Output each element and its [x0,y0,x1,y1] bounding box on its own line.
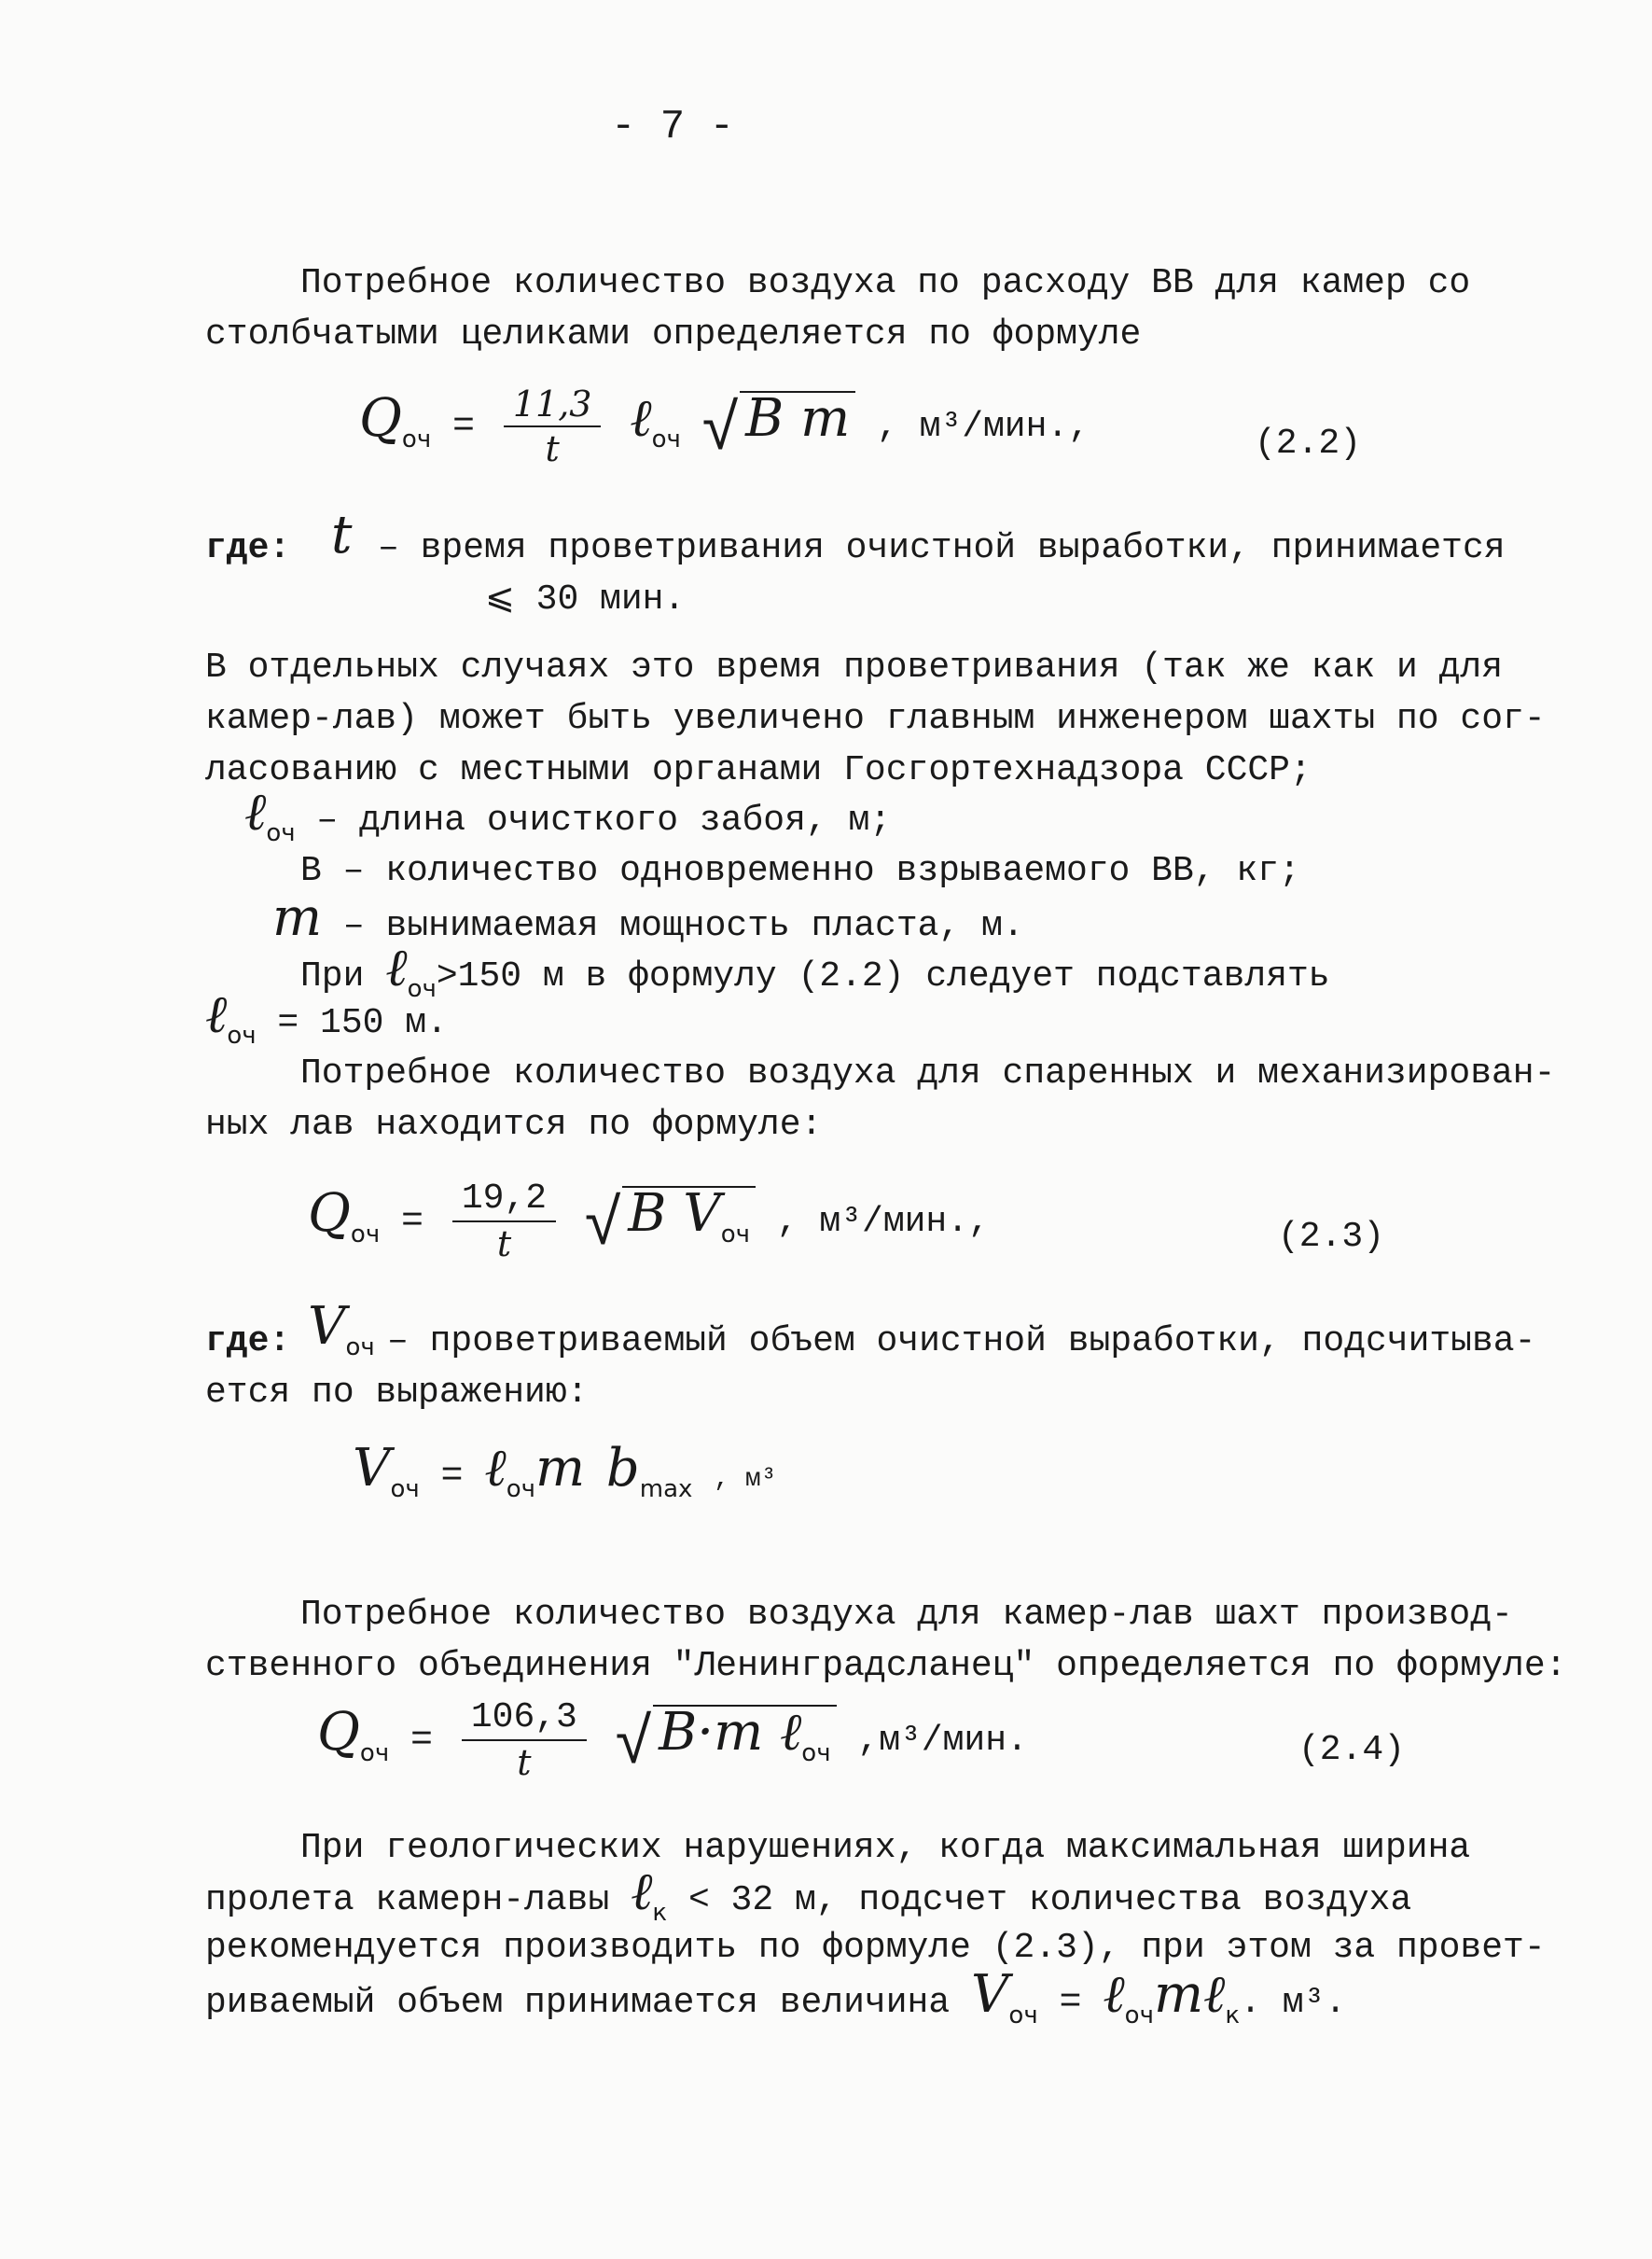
para6-line4-lk-sub: к [1225,2001,1241,2029]
where-t-line1: – время проветривания очистной выработки, принимается [378,528,1506,568]
formula-v-lhs-sub: оч [390,1475,420,1503]
para3-line1 [300,938,1330,1003]
formula-2-4-lhs: Q [317,1702,360,1764]
where-v-symbol: V [308,1296,346,1357]
para6-line4-m: m [1153,1964,1204,2025]
formula-v-eq: = [440,1456,464,1498]
formula-2-3-lhs-sub: оч [350,1220,381,1249]
formula-2-3-numerator: 19,2 [452,1178,556,1222]
formula-2-4-fraction [462,1696,587,1784]
para6-line4-eq: = [1059,1982,1082,2024]
sqrt-icon: √ [584,1183,621,1260]
formula-2-3-eq: = [401,1201,424,1244]
formula-v-m: m [534,1438,586,1499]
def-loch-text: – длина очисткого забоя, м; [316,801,892,841]
para1-line2: столбчатыми целиками определяется по формуле [205,314,1142,355]
para6-line2-symbol: ℓ [631,1862,653,1922]
para3-line2-rest: = 150 м. [277,1003,448,1043]
formula-2-3-root-sub: оч [720,1220,750,1249]
para6-line1: При геологических нарушениях, когда максимальная ширина [300,1828,1471,1868]
para6-line4-v-sub: оч [1008,2001,1038,2029]
formula-2-4-root [653,1702,836,1768]
formula-2-3-fraction [452,1178,556,1265]
where-v-line1: – проветриваемый объем очистной выработки, подсчитыва- [387,1321,1536,1361]
para6-line4-l-sub: оч [1124,2001,1154,2029]
def-loch-symbol: ℓ [244,782,267,843]
formula-2-2-denominator: t [545,428,560,469]
para3-lead: При [300,956,365,997]
para3-sub: оч [407,975,437,1003]
where-v-line2: ется по выражению: [205,1373,589,1413]
para6-line4-lk: ℓ [1203,1964,1226,2025]
where-v-sub: оч [345,1333,375,1361]
formula-2-2-root: B m [740,391,855,445]
def-b-symbol: В [300,851,322,891]
page-number: - 7 - [611,104,735,150]
formula-v-b: b [605,1438,640,1499]
para2-line3: ласованию с местными органами Госгортехнадзора СССР; [205,750,1312,790]
where-v-label: где: [205,1321,291,1361]
formula-2-4-eq: = [410,1720,434,1763]
para6-line2 [205,1862,1412,1927]
para2-line1: В отдельных случаях это время проветривания (так же как и для [205,648,1504,688]
formula-2-3 [308,1178,990,1265]
formula-2-4-number: (2.4) [1298,1730,1406,1770]
para3-line2-sub: оч [227,1022,257,1050]
para3-rest: >150 м в формулу (2.2) следует подставлять [436,956,1330,997]
para6-line4 [205,1964,1347,2029]
formula-2-3-units: , м³/мин., [776,1202,990,1243]
formula-2-4-lhs-sub: оч [359,1739,390,1768]
para5-line1: Потребное количество воздуха для камер-лав шахт производ- [300,1595,1513,1635]
formula-v-l: ℓ [484,1438,507,1499]
para4-line2: ных лав находится по формуле: [205,1105,823,1145]
where-t-label: где: [205,528,291,568]
def-b-text: – количество одновременно взрываемого ВВ, кг; [342,851,1300,891]
para1-line1: Потребное количество воздуха по расходу ВВ для камер со [300,263,1471,303]
formula-2-4-denominator: t [517,1742,532,1783]
formula-2-4-root-text: B·m ℓ [659,1702,802,1764]
para6-line4-v: V [970,1964,1009,2025]
formula-v-b-sub: max [639,1475,693,1503]
formula-v [353,1438,777,1504]
para3-symbol: ℓ [385,938,408,998]
formula-2-4-units: ,м³/мин. [857,1721,1028,1762]
formula-v-l-sub: оч [506,1475,535,1503]
def-loch [244,782,892,847]
para6-line2-lead: пролета камерн-лавы [205,1880,610,1920]
formula-v-units: , м³ [714,1465,777,1494]
formula-2-3-root [622,1183,756,1249]
para6-line2-sub: к [652,1899,668,1927]
para3-line2 [205,984,448,1050]
def-b [300,847,1300,896]
formula-2-4-numerator: 106,3 [462,1696,587,1741]
formula-2-2 [359,383,1090,470]
sqrt-icon: √ [701,388,739,465]
sqrt-icon: √ [615,1702,652,1778]
def-m-text: – вынимаемая мощность пласта, м. [342,906,1024,946]
formula-2-2-lhs-sub: оч [401,425,432,454]
where-v-symbol-wrap [308,1296,375,1361]
para4-line1: Потребное количество воздуха для спаренных и механизирован- [300,1053,1556,1094]
def-m-symbol: m [272,887,323,948]
para6-line4-units: . м³. [1240,1983,1347,2023]
formula-2-2-eq: = [452,406,476,449]
para6-line4-l: ℓ [1103,1964,1125,2025]
formula-2-2-number: (2.2) [1255,424,1362,464]
formula-2-3-lhs: Q [308,1183,351,1245]
formula-2-2-numerator: 11,3 [504,383,602,427]
formula-2-2-l: ℓ [630,388,652,450]
formula-2-4-root-sub: оч [801,1739,831,1768]
formula-v-lhs: V [353,1438,391,1499]
def-loch-sub: оч [266,819,296,847]
where-t-line2: ⩽ 30 мин. [485,579,686,620]
formula-2-2-lhs: Q [359,388,402,450]
formula-2-4 [317,1696,1028,1784]
where-t-symbol: t [331,505,353,565]
formula-2-2-fraction [504,383,602,470]
para3-line2-symbol: ℓ [205,984,228,1045]
formula-2-2-l-sub: оч [651,425,681,454]
para6-line4-lead: риваемый объем принимается величина [205,1983,951,2023]
para2-line2: камер-лав) может быть увеличено главным инженером шахты по сог- [205,699,1546,739]
para6-line3: рекомендуется производить по формуле (2.3), при этом за провет- [205,1928,1546,1968]
formula-2-3-root-text: B V [628,1183,721,1245]
para6-line2-rest: < 32 м, подсчет количества воздуха [687,1880,1412,1920]
formula-2-3-denominator: t [496,1223,512,1264]
formula-2-3-number: (2.3) [1278,1217,1385,1257]
formula-2-2-units: , м³/мин., [876,407,1090,448]
para5-line2: ственного объединения "Ленинградсланец" определяется по формуле: [205,1646,1567,1686]
